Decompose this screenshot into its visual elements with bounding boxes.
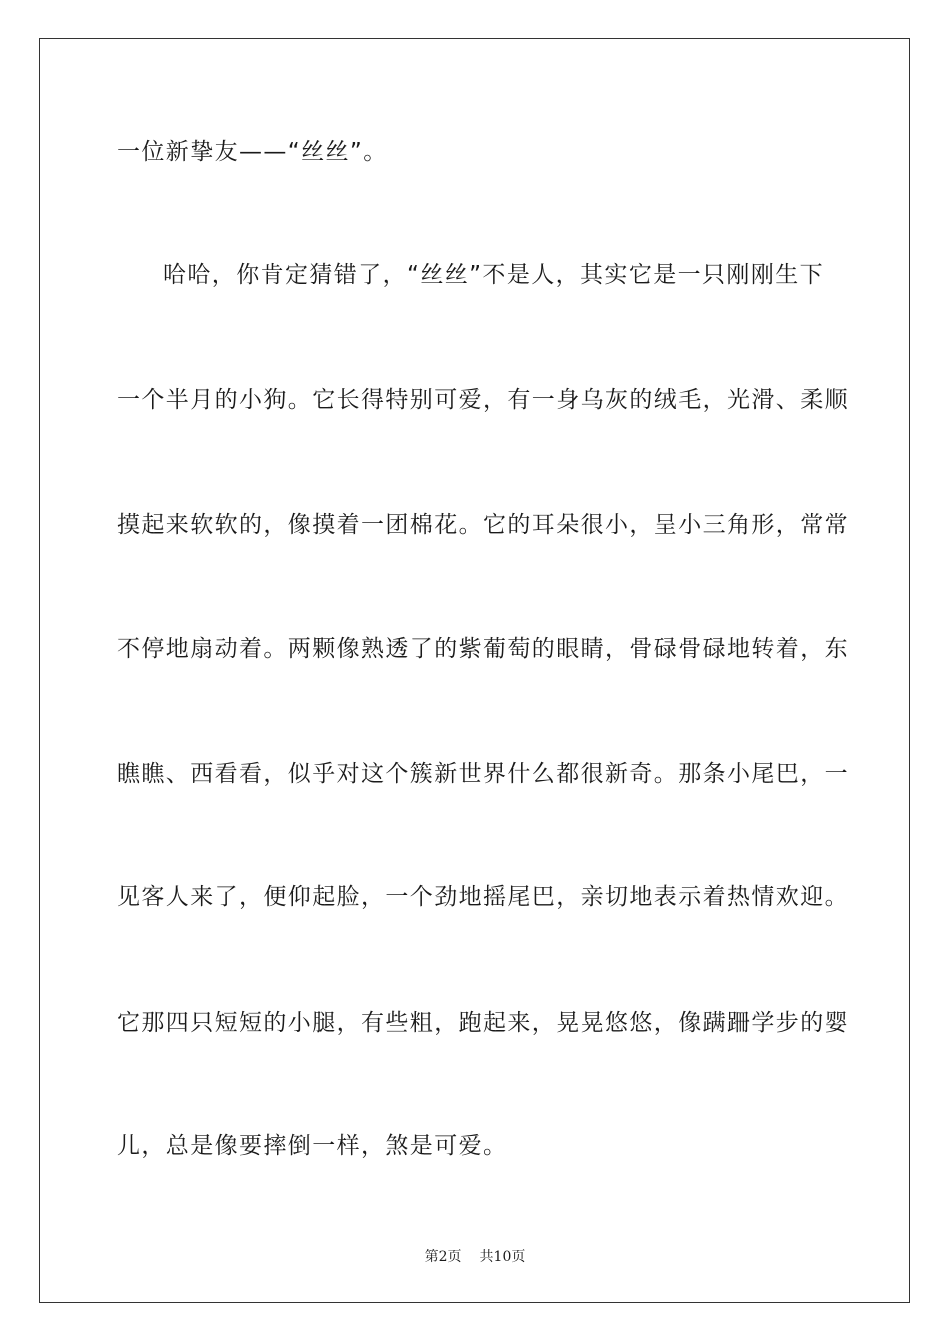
text-line-2: 哈哈，你肯定猜错了，“丝丝”不是人，其实它是一只刚刚生下 xyxy=(163,262,825,288)
text-line-1: 一位新挚友——“丝丝”。 xyxy=(117,139,388,165)
page-total: 共10页 xyxy=(479,1249,526,1265)
text-line-9: 儿，总是像要摔倒一样，煞是可爱。 xyxy=(117,1133,508,1159)
text-line-8: 它那四只短短的小腿，有些粗，跑起来，晃晃悠悠，像蹒跚学步的婴 xyxy=(117,1010,849,1036)
text-line-7: 见客人来了，便仰起脸，一个劲地摇尾巴，亲切地表示着热情欢迎。 xyxy=(117,884,849,910)
text-line-6: 瞧瞧、西看看，似乎对这个簇新世界什么都很新奇。那条小尾巴，一 xyxy=(117,761,849,787)
page-number: 第2页 xyxy=(424,1249,462,1265)
text-line-4: 摸起来软软的，像摸着一团棉花。它的耳朵很小，呈小三角形，常常 xyxy=(117,512,849,538)
page-footer xyxy=(0,1248,950,1266)
text-line-5: 不停地扇动着。两颗像熟透了的紫葡萄的眼睛，骨碌骨碌地转着，东 xyxy=(117,636,849,662)
page-frame xyxy=(39,38,910,1303)
text-line-3: 一个半月的小狗。它长得特别可爱，有一身乌灰的绒毛，光滑、柔顺 xyxy=(117,387,849,413)
